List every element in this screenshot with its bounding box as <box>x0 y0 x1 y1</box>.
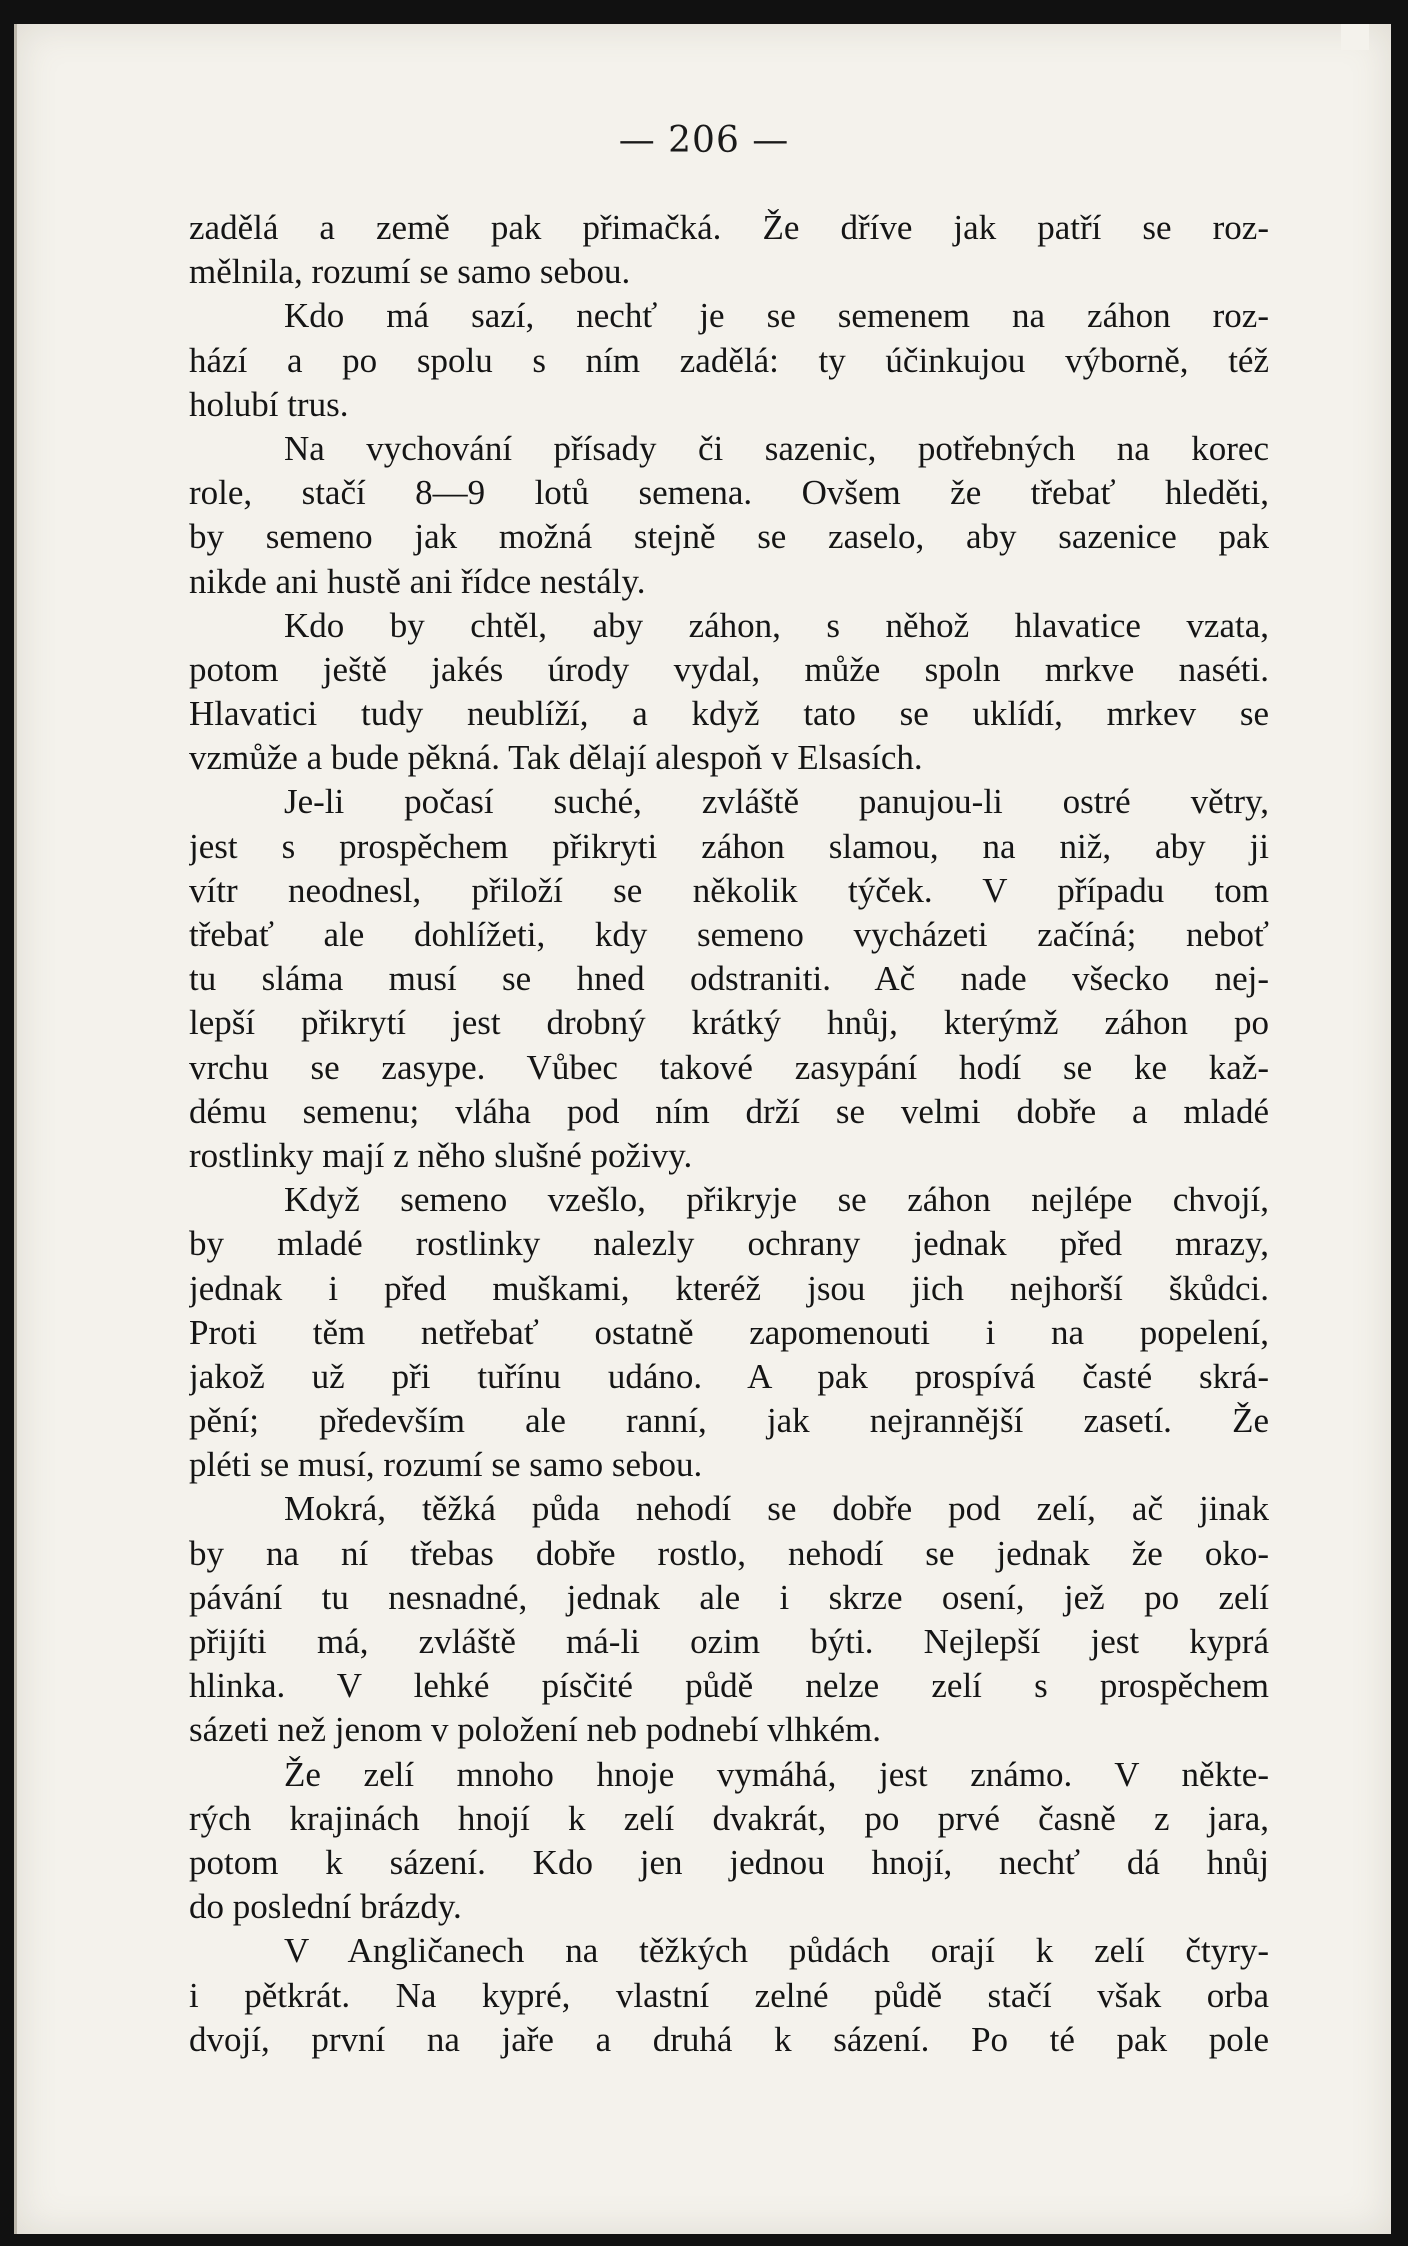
text-line: sázeti než jenom v položení neb podnebí vlhkém. <box>189 1710 882 1750</box>
text-line: pléti se musí, rozumí se samo sebou. <box>189 1445 703 1485</box>
text-line: rostlinky mají z něho slušné poživy. <box>189 1135 693 1175</box>
text-line: vrchu se zasype. Vůbec takové zasypání hodí se ke kaž- <box>189 1047 1269 1087</box>
text-line: pění; především ale ranní, jak nejrannější zasetí. Že <box>189 1401 1269 1441</box>
text-line: Kdo by chtěl, aby záhon, s něhož hlavatice vzata, <box>284 605 1269 645</box>
text-line: tu sláma musí se hned odstraniti. Ač nade všecko nej- <box>189 959 1269 999</box>
text-line: vítr neodnesl, přiloží se několik týček. V případu tom <box>189 870 1269 910</box>
text-line: mělnila, rozumí se samo sebou. <box>189 252 631 292</box>
text-line: lepší přikrytí jest drobný krátký hnůj, kterýmž záhon po <box>189 1003 1269 1043</box>
text-line: role, stačí 8—9 lotů semena. Ovšem že třebať hleděti, <box>189 473 1269 513</box>
text-line: Je-li počasí suché, zvláště panujou-li ostré větry, <box>284 782 1269 822</box>
page-corner-notch <box>1341 24 1369 50</box>
text-line: zadělá a země pak přimačká. Že dříve jak patří se roz- <box>189 208 1269 247</box>
text-line: holubí trus. <box>189 384 349 424</box>
text-line: by mladé rostlinky nalezly ochrany jednak před mrazy, <box>189 1224 1269 1264</box>
body-text <box>189 206 1269 2062</box>
text-line: jednak i před muškami, kteréž jsou jich nejhorší škůdci. <box>189 1268 1269 1308</box>
text-line: Když semeno vzešlo, přikryje se záhon nejlépe chvojí, <box>284 1180 1269 1220</box>
text-line: by semeno jak možná stejně se zaselo, aby sazenice pak <box>189 517 1269 557</box>
text-line: Na vychování přísady či sazenic, potřebných na korec <box>284 428 1269 468</box>
text-line: i pětkrát. Na kypré, vlastní zelné půdě stačí však orba <box>189 1975 1269 2015</box>
text-line: potom ještě jakés úrody vydal, může spoln mrkve naséti. <box>189 649 1269 689</box>
page-number: — 206 — <box>618 120 790 161</box>
text-line: pávání tu nesnadné, jednak ale i skrze osení, jež po zelí <box>189 1577 1269 1617</box>
book-page <box>14 24 1391 2234</box>
text-line: jakož už při tuřínu udáno. A pak prospívá časté skrá- <box>189 1356 1269 1396</box>
text-line: do poslední brázdy. <box>189 1887 462 1927</box>
text-line: nikde ani hustě ani řídce nestály. <box>189 561 646 601</box>
text-line: Kdo má sazí, nechť je se semenem na záhon roz- <box>284 296 1269 336</box>
text-line: rých krajinách hnojí k zelí dvakrát, po prvé časně z jara, <box>189 1798 1269 1838</box>
text-line: hází a po spolu s ním zadělá: ty účinkujou výborně, též <box>189 340 1269 380</box>
text-line: V Angličanech na těžkých půdách orají k zelí čtyry- <box>284 1931 1269 1971</box>
text-line: hlinka. V lehké písčité půdě nelze zelí s prospěchem <box>189 1666 1269 1706</box>
text-line: Mokrá, těžká půda nehodí se dobře pod zelí, ač jinak <box>284 1489 1269 1529</box>
text-line: Že zelí mnoho hnoje vymáhá, jest známo. V někte- <box>284 1754 1269 1794</box>
text-line: třebať ale dohlížeti, kdy semeno vycházeti začíná; neboť <box>189 915 1269 954</box>
text-line: jest s prospěchem přikryti záhon slamou, na niž, aby ji <box>189 826 1269 866</box>
text-line: potom k sázení. Kdo jen jednou hnojí, nechť dá hnůj <box>189 1842 1269 1882</box>
text-line: Hlavatici tudy neublíží, a když tato se uklídí, mrkev se <box>189 694 1269 734</box>
text-line: přijíti má, zvláště má-li ozim býti. Nejlepší jest kyprá <box>189 1622 1269 1661</box>
text-line: vzmůže a bude pěkná. Tak dělají alespoň v Elsasích. <box>189 738 923 778</box>
text-line: dvojí, první na jaře a druhá k sázení. Po té pak pole <box>189 2019 1269 2059</box>
text-line: dému semenu; vláha pod ním drží se velmi dobře a mladé <box>189 1091 1269 1131</box>
text-line: Proti těm netřebať ostatně zapomenouti i na popelení, <box>189 1312 1269 1352</box>
text-line: by na ní třebas dobře rostlo, nehodí se jednak že oko- <box>189 1533 1269 1573</box>
